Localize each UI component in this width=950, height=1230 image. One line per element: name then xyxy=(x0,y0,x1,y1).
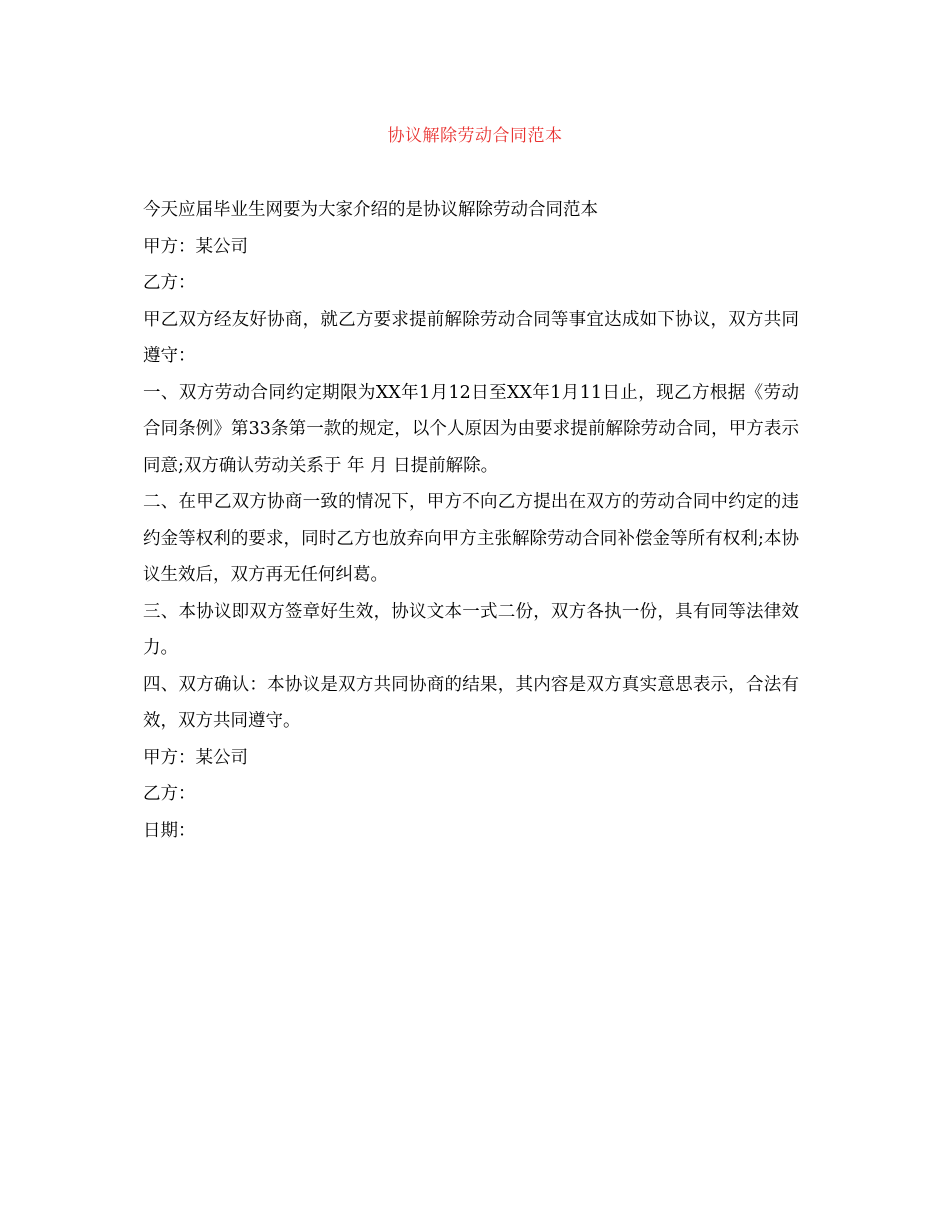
party-a-line: 甲方：某公司 xyxy=(143,236,248,257)
agreement-preamble: 甲乙双方经友好协商，就乙方要求提前解除劳动合同等事宜达成如下协议，双方共同遵守： xyxy=(143,309,799,366)
clause-3: 三、本协议即双方签章好生效，协议文本一式二份，双方各执一份，具有同等法律效力。 xyxy=(143,601,799,658)
signature-date: 日期： xyxy=(143,820,196,841)
document-title: 协议解除劳动合同范本 xyxy=(387,126,563,146)
intro-paragraph: 今天应届毕业生网要为大家介绍的是协议解除劳动合同范本 xyxy=(143,200,598,220)
signature-party-b: 乙方： xyxy=(143,784,196,804)
document-body xyxy=(143,192,799,849)
clause-4: 四、双方确认：本协议是双方共同协商的结果，其内容是双方真实意思表示，合法有效，双方共同遵守。 xyxy=(143,674,799,731)
clause-2: 二、在甲乙双方协商一致的情况下，甲方不向乙方提出在双方的劳动合同中约定的违约金等权利的要求，同时乙方也放弃向甲方主张解除劳动合同补偿金等所有权利;本协议生效后，双方再无任何纠葛。 xyxy=(143,492,799,585)
clause-1: 一、双方劳动合同约定期限为XX年1月12日至XX年1月11日止，现乙方根据《劳动合同条例》第33条第一款的规定，以个人原因为由要求提前解除劳动合同，甲方表示同意;双方确认劳动关系于 年 月 日提前解除。 xyxy=(143,382,799,476)
party-b-line: 乙方： xyxy=(143,273,196,293)
signature-party-a: 甲方：某公司 xyxy=(143,747,248,768)
